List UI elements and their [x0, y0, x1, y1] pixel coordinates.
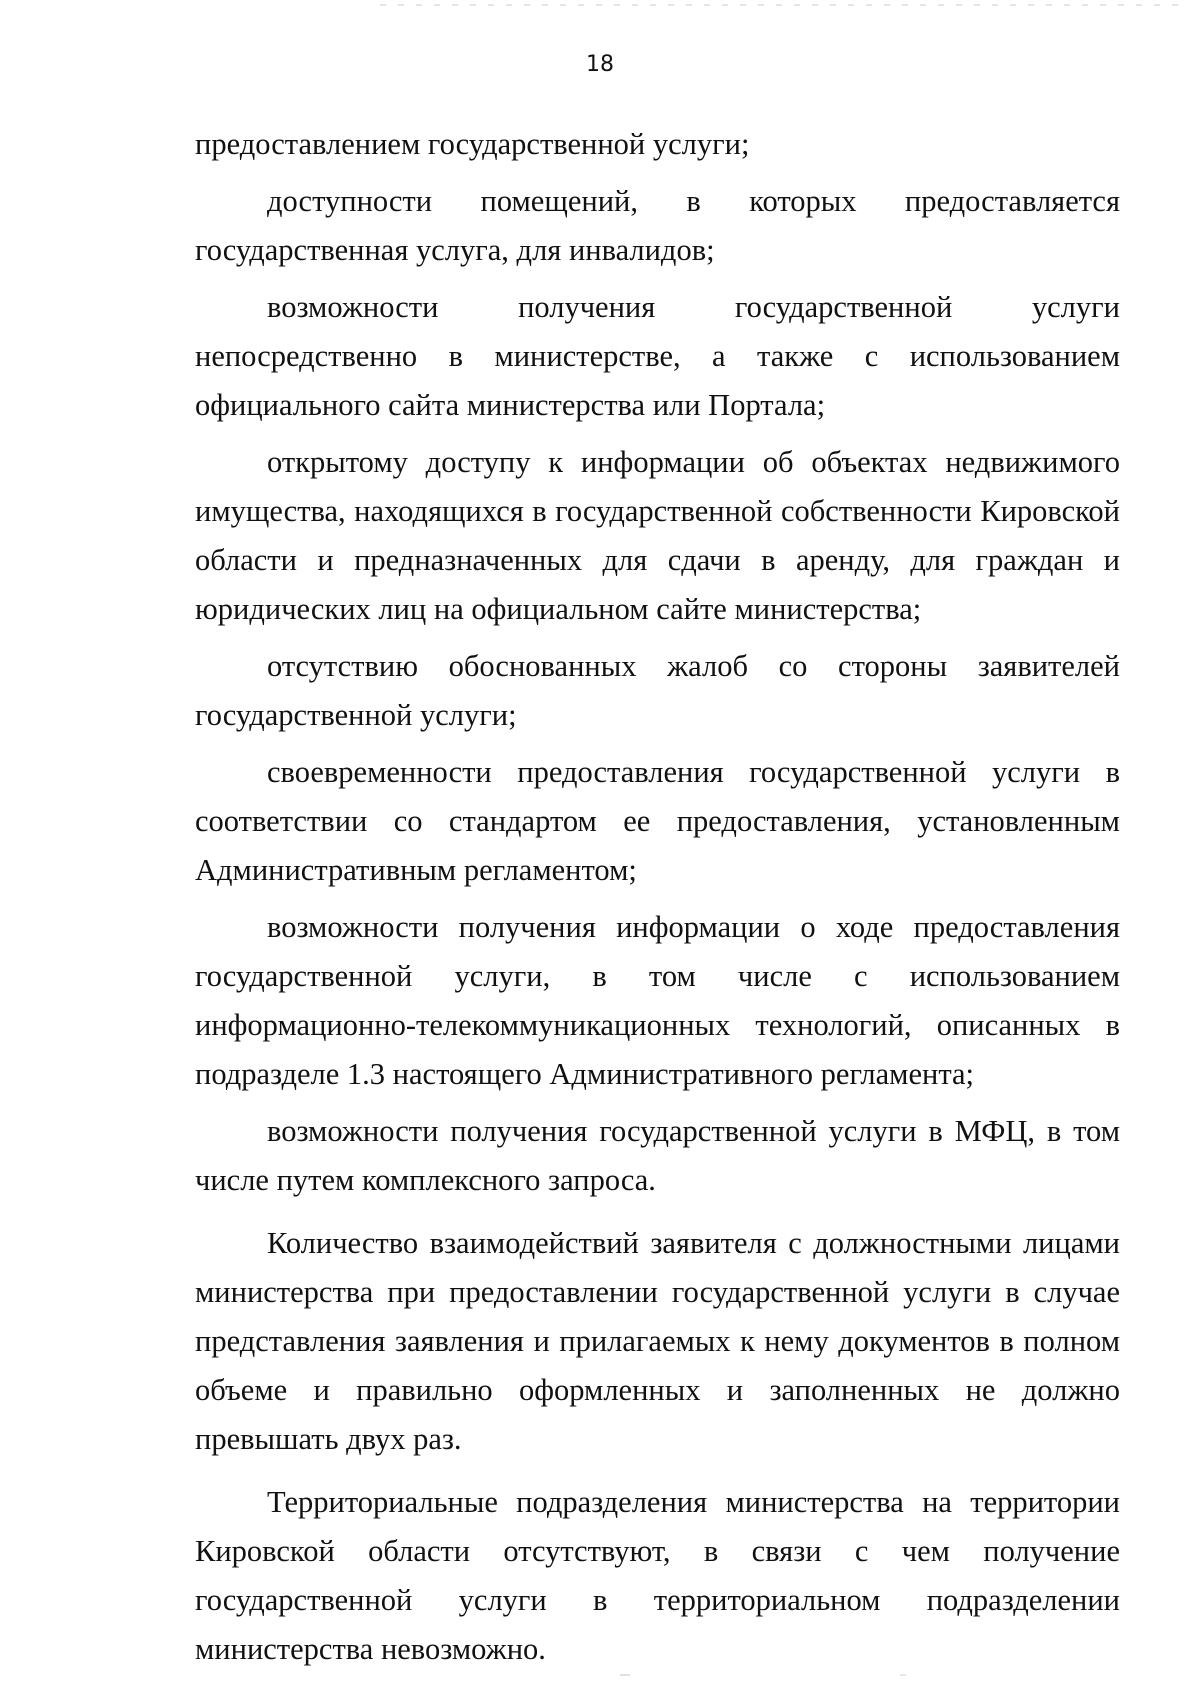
paragraph: открытому доступу к информации об объектах недвижимого имущества, находящихся в государственной собственности Кировской области и предназначенных для сдачи в аренду, для граждан и юридических лиц на официальном сайте министерства;: [195, 445, 1120, 626]
document-body: [195, 120, 1120, 1674]
page-number: 18: [586, 52, 614, 77]
paragraph: возможности получения информации о ходе предоставления государственной услуги, в том числе с использованием информационно-телекоммуникационных технологий, описанных в подразделе 1.3 настоящего Административного регламента;: [195, 910, 1120, 1091]
paragraph: отсутствию обоснованных жалоб со стороны заявителей государственной услуги;: [195, 649, 1120, 732]
paragraph: возможности получения государственной услуги непосредственно в министерстве, а также с использованием официального сайта министерства или Портала;: [195, 290, 1120, 422]
paragraph: доступности помещений, в которых предоставляется государственная услуга, для инвалидов;: [195, 184, 1120, 267]
scan-artifact-bottom: [0, 1674, 1200, 1676]
paragraph: Территориальные подразделения министерства на территории Кировской области отсутствуют, в связи с чем получение государственной услуги в территориальном подразделении министерства невозможно.: [195, 1485, 1120, 1666]
paragraph: возможности получения государственной услуги в МФЦ, в том числе путем комплексного запроса.: [195, 1114, 1120, 1197]
paragraph: предоставлением государственной услуги;: [195, 127, 750, 161]
paragraph: Количество взаимодействий заявителя с должностными лицами министерства при предоставлении государственной услуги в случае представления заявления и прилагаемых к нему документов в полном объеме и правильно оформленных и заполненных не должно превышать двух раз.: [195, 1226, 1120, 1456]
scan-artifact-top: [380, 4, 1180, 6]
paragraph: своевременности предоставления государственной услуги в соответствии со стандартом ее предоставления, установленным Административным регламентом;: [195, 755, 1120, 887]
